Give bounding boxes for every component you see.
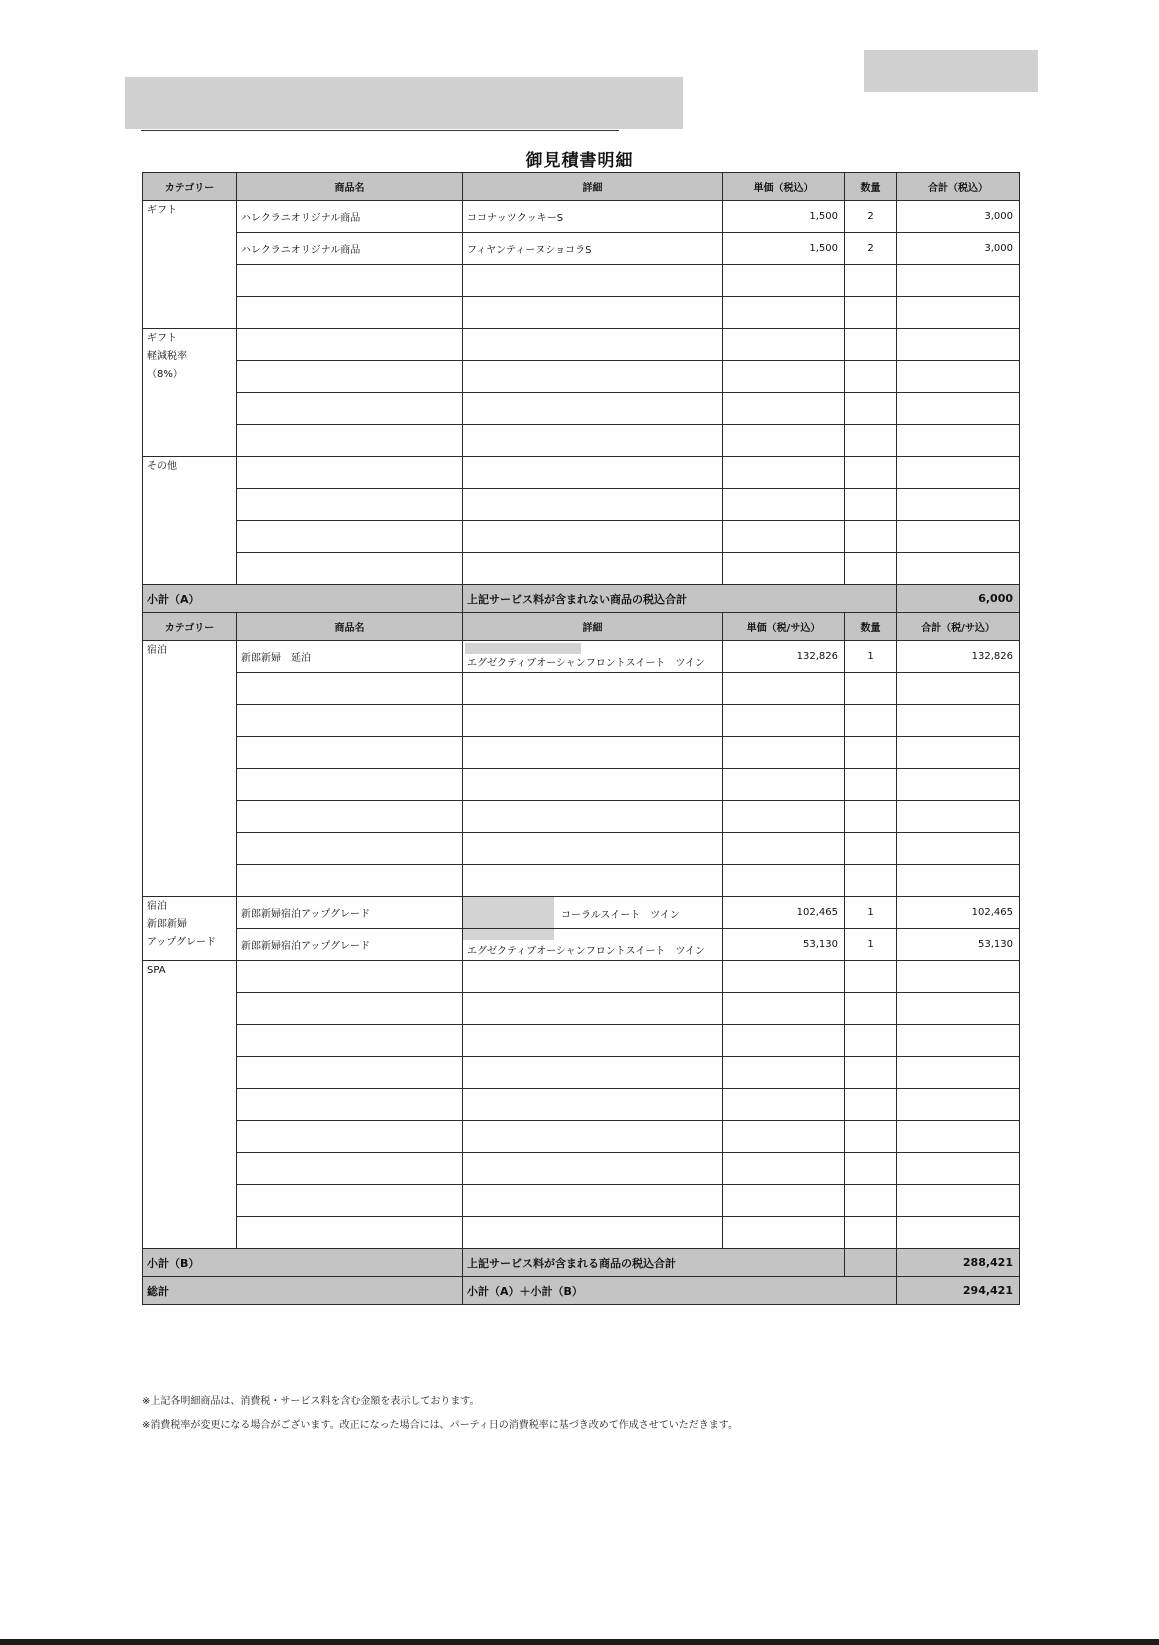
header-total: 合計（税/サ込） (897, 613, 1020, 641)
empty-row (143, 1089, 1020, 1121)
grand-total-description: 小計（A）＋小計（B） (463, 1277, 897, 1305)
empty-row (143, 425, 1020, 457)
document-title: 御見積書明細 (525, 151, 634, 171)
total-cell: 3,000 (897, 233, 1020, 265)
redacted-detail (465, 643, 581, 654)
category-gift-reduced-tax (143, 329, 237, 457)
redacted-detail (463, 897, 555, 929)
header-unit-price: 単価（税/サ込） (723, 613, 845, 641)
detail-text: コーラルスイート ツイン (561, 910, 680, 921)
table-row (143, 201, 1020, 233)
category-upgrade (143, 897, 237, 961)
category-spa: SPA (143, 961, 237, 1249)
empty-row (143, 329, 1020, 361)
category-line: 宿泊 (147, 901, 167, 912)
unit-price-cell: 53,130 (723, 929, 845, 961)
recipient-underline (141, 130, 619, 131)
subtotal-b-value: 288,421 (897, 1249, 1020, 1277)
empty-row (143, 265, 1020, 297)
unit-price-cell: 132,826 (723, 641, 845, 673)
header-category: カテゴリー (143, 613, 237, 641)
empty-row (143, 833, 1020, 865)
empty-row (143, 553, 1020, 585)
detail-cell: ココナッツクッキーS (463, 201, 723, 233)
qty-cell: 2 (845, 201, 897, 233)
empty-row (143, 1153, 1020, 1185)
empty-row (143, 297, 1020, 329)
qty-cell: 1 (845, 929, 897, 961)
subtotal-b-row (143, 1249, 1020, 1277)
category-line: ギフト (147, 333, 177, 344)
header-qty: 数量 (845, 173, 897, 201)
header-product: 商品名 (237, 613, 463, 641)
empty-row (143, 769, 1020, 801)
product-cell: 新郎新婦宿泊アップグレード (237, 929, 463, 961)
subtotal-a-label: 小計（A） (143, 585, 463, 613)
total-cell: 102,465 (897, 897, 1020, 929)
qty-cell: 1 (845, 897, 897, 929)
redacted-detail (463, 929, 555, 941)
category-line: アップグレード (147, 937, 216, 948)
product-cell: 新郎新婦 延泊 (237, 641, 463, 673)
product-cell: ハレクラニオリジナル商品 (237, 233, 463, 265)
header-unit-price: 単価（税込） (723, 173, 845, 201)
detail-cell: フィヤンティーヌショコラS (463, 233, 723, 265)
table-header-row-b (143, 613, 1020, 641)
category-line: 新郎新婦 (147, 919, 187, 930)
empty-row (143, 737, 1020, 769)
subtotal-b-description: 上記サービス料が含まれる商品の税込合計 (463, 1249, 845, 1277)
empty-row (143, 673, 1020, 705)
unit-price-cell: 1,500 (723, 233, 845, 265)
empty-row (143, 1217, 1020, 1249)
detail-cell (463, 897, 723, 929)
category-line: 軽減税率 (147, 351, 187, 362)
table-header-row-a (143, 173, 1020, 201)
empty-row (143, 705, 1020, 737)
table-row (143, 929, 1020, 961)
category-line: （8%） (147, 369, 183, 380)
category-gift: ギフト (143, 201, 237, 329)
header-total: 合計（税込） (897, 173, 1020, 201)
empty-row (143, 457, 1020, 489)
total-cell: 132,826 (897, 641, 1020, 673)
subtotal-b-label: 小計（B） (143, 1249, 463, 1277)
empty-row (143, 1185, 1020, 1217)
empty-row (143, 1121, 1020, 1153)
redacted-date-block (864, 50, 1038, 92)
total-cell: 53,130 (897, 929, 1020, 961)
detail-text: エグゼクティブオーシャンフロントスイート ツイン (467, 946, 705, 957)
empty-row (143, 1025, 1020, 1057)
header-category: カテゴリー (143, 173, 237, 201)
header-detail: 詳細 (463, 173, 723, 201)
product-cell: ハレクラニオリジナル商品 (237, 201, 463, 233)
empty-row (143, 865, 1020, 897)
empty-row (143, 993, 1020, 1025)
subtotal-a-value: 6,000 (897, 585, 1020, 613)
grand-total-value: 294,421 (897, 1277, 1020, 1305)
estimate-table (142, 172, 1020, 1305)
category-other: その他 (143, 457, 237, 585)
empty-row (143, 1057, 1020, 1089)
empty-row (143, 961, 1020, 993)
unit-price-cell: 102,465 (723, 897, 845, 929)
empty-row (143, 521, 1020, 553)
detail-text: エグゼクティブオーシャンフロントスイート ツイン (467, 658, 705, 669)
empty-row (143, 393, 1020, 425)
empty-row (143, 801, 1020, 833)
category-stay: 宿泊 (143, 641, 237, 897)
detail-cell (463, 641, 723, 673)
footnote: ※上記各明細商品は、消費税・サービス料を含む金額を表示しております。 (142, 1396, 480, 1407)
footnote: ※消費税率が変更になる場合がございます。改正になった場合には、パーティ日の消費税率に基づき改めて作成させていただきます。 (142, 1420, 738, 1431)
header-qty: 数量 (845, 613, 897, 641)
grand-total-row (143, 1277, 1020, 1305)
table-row (143, 641, 1020, 673)
empty-row (143, 361, 1020, 393)
table-row (143, 233, 1020, 265)
header-product: 商品名 (237, 173, 463, 201)
unit-price-cell: 1,500 (723, 201, 845, 233)
subtotal-a-row (143, 585, 1020, 613)
detail-cell (463, 929, 723, 961)
header-detail: 詳細 (463, 613, 723, 641)
subtotal-b-empty (845, 1249, 897, 1277)
qty-cell: 2 (845, 233, 897, 265)
empty-row (143, 489, 1020, 521)
redacted-recipient-block (125, 77, 683, 129)
grand-total-label: 総計 (143, 1277, 463, 1305)
subtotal-a-description: 上記サービス料が含まれない商品の税込合計 (463, 585, 897, 613)
total-cell: 3,000 (897, 201, 1020, 233)
table-row (143, 897, 1020, 929)
bottom-edge-bar (0, 1639, 1159, 1645)
product-cell: 新郎新婦宿泊アップグレード (237, 897, 463, 929)
footnotes (142, 1390, 1019, 1438)
qty-cell: 1 (845, 641, 897, 673)
